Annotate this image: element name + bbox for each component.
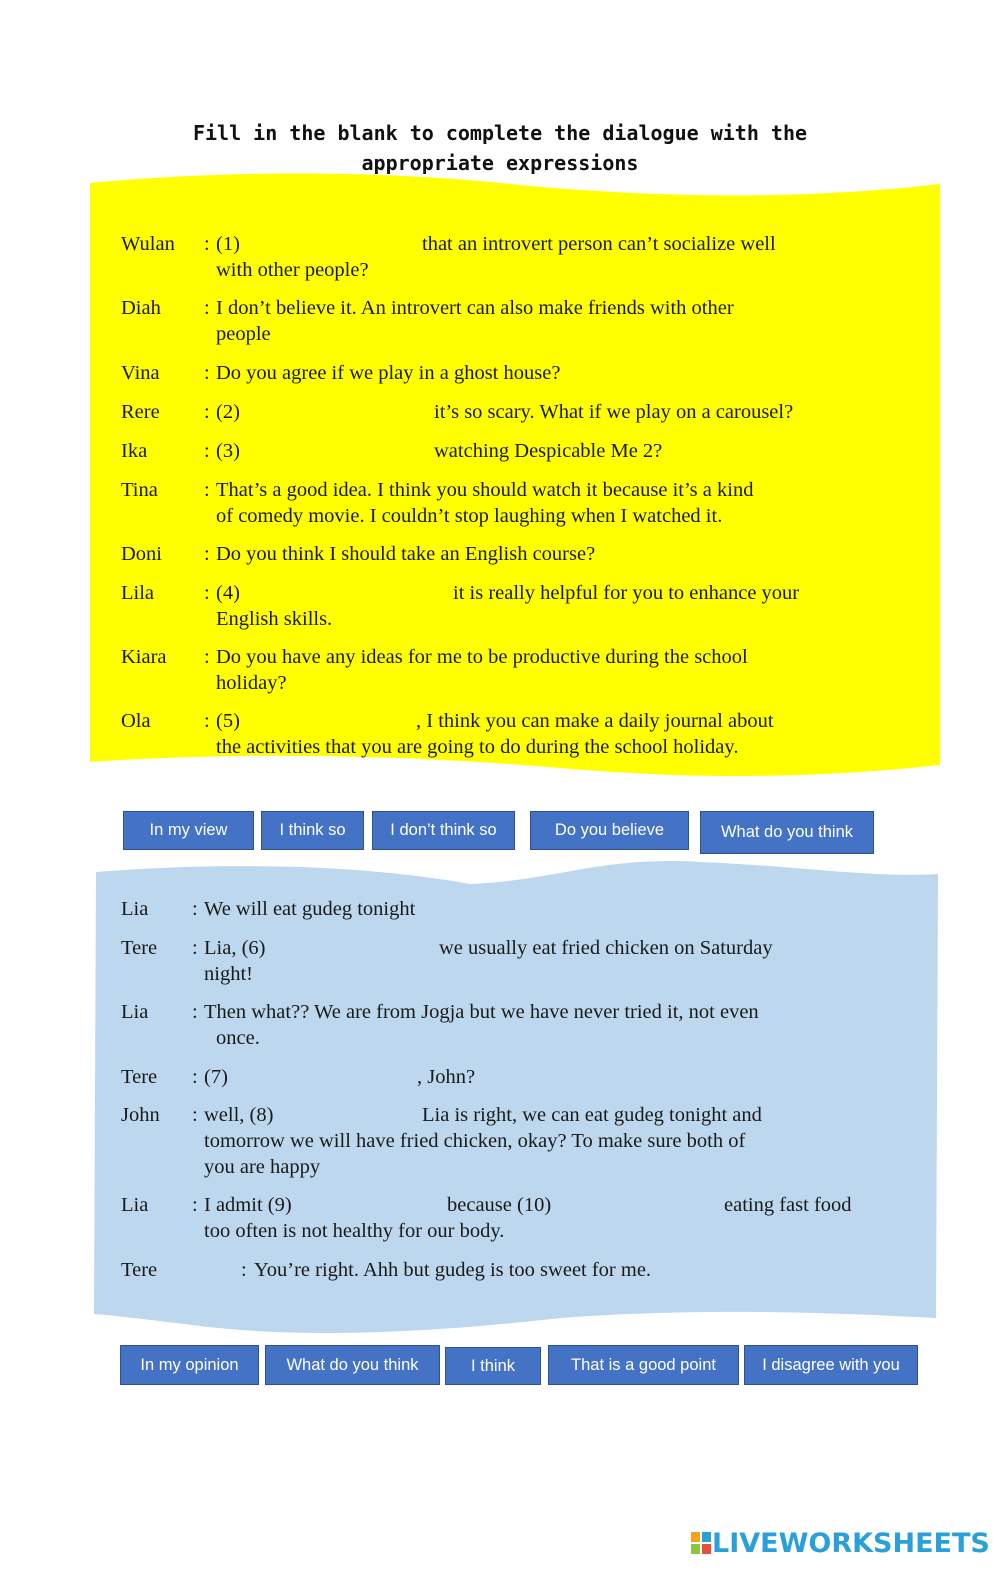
dialogue-line [121, 999, 911, 1051]
speaker-name: John [121, 1104, 160, 1126]
speaker-name: Tere [121, 937, 158, 959]
speaker-name: Lia [121, 898, 149, 920]
line-continuation: with other people? [216, 259, 369, 281]
speaker-name: Tere [121, 1259, 158, 1281]
line-text: Then what?? We are from Jogja but we have never tried it, not even [204, 1001, 759, 1023]
colon: : [204, 297, 210, 319]
line-continuation: of comedy movie. I couldn’t stop laughing when I watched it. [216, 505, 723, 527]
line-continuation: people [216, 323, 271, 345]
blank-label: (1) [216, 233, 240, 255]
option-button[interactable]: In my view [123, 811, 254, 850]
line-continuation: holiday? [216, 672, 287, 694]
speaker-name: Rere [121, 401, 160, 423]
worksheet-title [0, 118, 1000, 178]
line-text: eating fast food [724, 1194, 852, 1216]
line-continuation: tomorrow we will have fried chicken, okay? To make sure both of [204, 1130, 746, 1152]
line-text: Do you think I should take an English course? [216, 543, 596, 565]
option-button[interactable]: What do you think [700, 811, 874, 854]
line-continuation: too often is not healthy for our body. [204, 1220, 505, 1242]
line-text: we usually eat fried chicken on Saturday [439, 937, 773, 959]
colon: : [192, 1066, 198, 1088]
blank-6[interactable] [276, 937, 436, 961]
title-line-1: Fill in the blank to complete the dialogue with the [192, 121, 808, 145]
dialogue-line [121, 231, 901, 283]
dialogue-line [121, 935, 901, 987]
line-text: Do you have any ideas for me to be productive during the school [216, 646, 748, 668]
colon: : [204, 646, 210, 668]
speaker-name: Lia [121, 1194, 149, 1216]
option-button[interactable]: I think so [261, 811, 364, 850]
speaker-name: Tere [121, 1066, 158, 1088]
option-button[interactable]: I disagree with you [744, 1345, 918, 1385]
speaker-name: Tina [121, 479, 158, 501]
blank-label: I admit (9) [204, 1194, 292, 1216]
line-text: Do you agree if we play in a ghost house? [216, 362, 561, 384]
dialogue-line [121, 1064, 901, 1090]
speaker-name: Doni [121, 543, 162, 565]
colon: : [192, 898, 198, 920]
option-button[interactable]: I don’t think so [372, 811, 515, 850]
speaker-name: Wulan [121, 233, 175, 255]
speaker-name: Lila [121, 582, 155, 604]
blank-label: (5) [216, 710, 240, 732]
colon: : [192, 1194, 198, 1216]
speaker-name: Ola [121, 710, 151, 732]
line-continuation: night! [204, 963, 253, 985]
blank-label: (2) [216, 401, 240, 423]
blank-4[interactable] [243, 582, 451, 606]
blank-label: (3) [216, 440, 240, 462]
line-text: it’s so scary. What if we play on a carousel? [434, 401, 794, 423]
blank-5[interactable] [243, 710, 413, 734]
line-text: , John? [417, 1066, 476, 1088]
liveworksheets-icon [690, 1530, 712, 1556]
dialogue-line [121, 541, 901, 567]
line-continuation: you are happy [204, 1156, 321, 1178]
colon: : [192, 1104, 198, 1126]
blank-7[interactable] [231, 1066, 415, 1090]
blank-label: because (10) [447, 1194, 552, 1216]
blank-9[interactable] [311, 1194, 443, 1218]
title-line-2: appropriate expressions [361, 151, 639, 175]
option-button[interactable]: What do you think [265, 1345, 440, 1385]
blank-label: well, (8) [204, 1104, 274, 1126]
blank-2[interactable] [243, 401, 431, 425]
dialogue-line [121, 1102, 901, 1180]
dialogue-line [121, 644, 901, 696]
dialogue-line [121, 438, 901, 464]
speaker-name: Lia [121, 1001, 149, 1023]
dialogue-line [121, 295, 901, 347]
line-continuation: English skills. [216, 608, 333, 630]
colon: : [204, 401, 210, 423]
blank-label: (7) [204, 1066, 228, 1088]
colon: : [204, 362, 210, 384]
option-button[interactable]: In my opinion [120, 1345, 259, 1385]
blank-10[interactable] [573, 1194, 721, 1218]
line-text: We will eat gudeg tonight [204, 898, 416, 920]
option-button[interactable]: I think [445, 1347, 541, 1385]
speaker-name: Diah [121, 297, 161, 319]
blank-1[interactable] [243, 233, 419, 257]
dialogue-line [121, 399, 901, 425]
dialogue-line [121, 580, 901, 632]
line-text: it is really helpful for you to enhance your [453, 582, 800, 604]
colon: : [241, 1259, 247, 1281]
blank-8[interactable] [283, 1104, 419, 1128]
speaker-name: Ika [121, 440, 148, 462]
line-continuation: the activities that you are going to do during the school holiday. [216, 736, 739, 758]
line-text: Lia is right, we can eat gudeg tonight and [422, 1104, 762, 1126]
logo-text: LIVEWORKSHEETS [712, 1527, 990, 1559]
dialogue-line [121, 1257, 901, 1283]
dialogue-line [121, 360, 901, 386]
dialogue-line [121, 896, 901, 922]
blank-3[interactable] [243, 440, 431, 464]
blank-label: (4) [216, 582, 240, 604]
colon: : [204, 582, 210, 604]
line-text: that an introvert person can’t socialize well [422, 233, 776, 255]
colon: : [204, 440, 210, 462]
line-text: That’s a good idea. I think you should watch it because it’s a kind [216, 479, 754, 501]
option-button[interactable]: Do you believe [530, 811, 689, 850]
colon: : [204, 710, 210, 732]
dialogue-line [121, 477, 901, 529]
speaker-name: Kiara [121, 646, 167, 668]
colon: : [192, 1001, 198, 1023]
blank-label: Lia, (6) [204, 937, 266, 959]
dialogue-line [121, 708, 901, 760]
line-text: I don’t believe it. An introvert can also make friends with other [216, 297, 734, 319]
colon: : [192, 937, 198, 959]
speaker-name: Vina [121, 362, 160, 384]
option-button[interactable]: That is a good point [548, 1345, 739, 1385]
line-text: , I think you can make a daily journal about [416, 710, 774, 732]
colon: : [204, 233, 210, 255]
line-text: watching Despicable Me 2? [434, 440, 663, 462]
colon: : [204, 543, 210, 565]
dialogue-line [121, 1192, 911, 1244]
line-text: You’re right. Ahh but gudeg is too sweet for me. [254, 1259, 652, 1281]
line-continuation: once. [216, 1027, 260, 1049]
colon: : [204, 479, 210, 501]
liveworksheets-logo [690, 1526, 990, 1560]
